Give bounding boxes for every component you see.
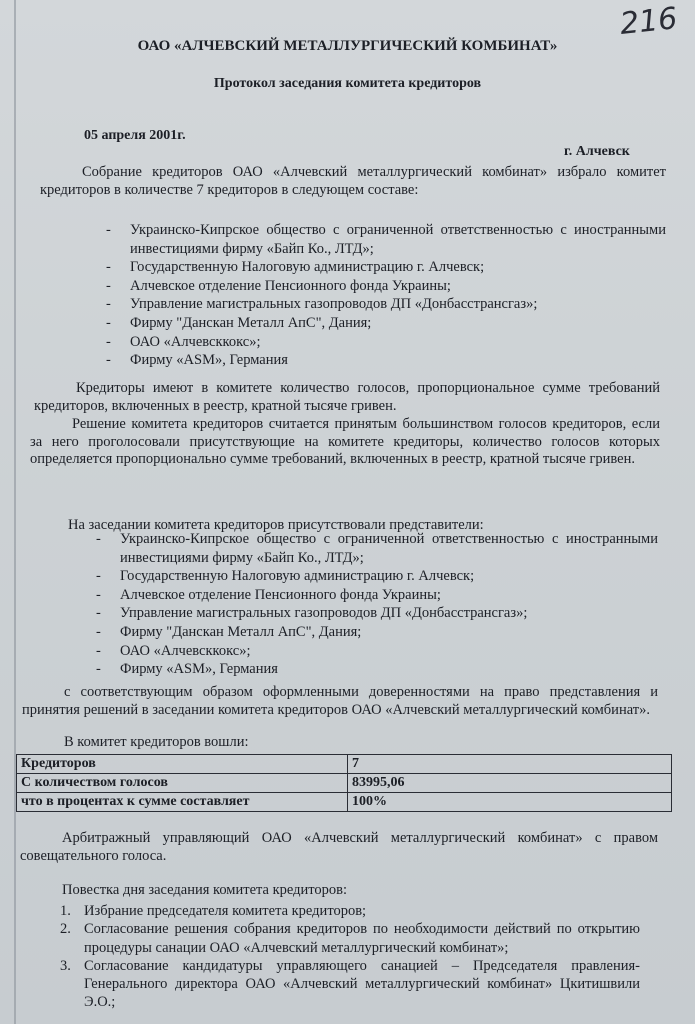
list-item — [60, 957, 640, 1012]
present-list — [96, 530, 658, 679]
table-cell-label: что в процентах к сумме составляет — [17, 793, 348, 812]
table-row — [17, 793, 672, 812]
agenda-text: Согласование решения собрания кредиторов по необходимости действий по открытию процедуры санации ОАО «Алчевский металлургический комбинат»; — [84, 921, 640, 956]
table-caption: В комитет кредиторов вошли: — [64, 734, 249, 750]
intro-paragraph: Собрание кредиторов ОАО «Алчевский металлургический комбинат» избрало комитет кредиторов в количестве 7 кредиторов в следующем составе: — [40, 164, 666, 198]
list-item: - Фирму "Данскан Металл АпС", Дания; — [106, 314, 666, 333]
page-edge-line — [14, 0, 16, 1024]
list-item — [60, 902, 640, 920]
creditors-table — [16, 754, 672, 812]
agenda-title: Повестка дня заседания комитета кредиторов: — [62, 882, 348, 898]
list-item: - Управление магистральных газопроводов ДП «Донбасстрансгаз»; — [96, 604, 658, 623]
committee-list — [106, 221, 666, 370]
document-date: 05 апреля 2001г. — [84, 128, 186, 143]
list-item: - Фирму "Данскан Металл АпС", Дания; — [96, 623, 658, 642]
list-item: - ОАО «Алчевсккокс»; — [96, 642, 658, 661]
list-item: - Украинско-Кипрское общество с ограниченной ответственностью с иностранными инвестициями фирму «Байп Ко., ЛТД»; — [106, 221, 666, 258]
powers-paragraph: с соответствующим образом оформленными доверенностями на право представления и принятия решений в заседании комитета кредиторов ОАО «Алчевский металлургический комбинат». — [22, 684, 658, 718]
agenda-number: 3. — [60, 957, 71, 974]
table-cell-label: С количеством голосов — [17, 774, 348, 793]
list-item: - Управление магистральных газопроводов ДП «Донбасстрансгаз»; — [106, 295, 666, 314]
list-item: - Алчевское отделение Пенсионного фонда Украины; — [96, 586, 658, 605]
table-row — [17, 755, 672, 774]
list-item: - Фирму «ASM», Германия — [106, 351, 666, 370]
list-item: - Украинско-Кипрское общество с ограниченной ответственностью с иностранными инвестициями фирму «Байп Ко., ЛТД»; — [96, 530, 658, 567]
votes-paragraph: Кредиторы имеют в комитете количество голосов, пропорциональное сумме требований кредиторов, включенных в реестр, кратной тысяче гривен. — [34, 380, 660, 414]
agenda-list — [60, 902, 640, 1012]
agenda-number: 1. — [60, 903, 71, 919]
list-item: - Государственную Налоговую администрацию г. Алчевск; — [106, 258, 666, 277]
document-title: Протокол заседания комитета кредиторов — [213, 76, 482, 91]
list-item: - ОАО «Алчевсккокс»; — [106, 333, 666, 352]
manager-paragraph: Арбитражный управляющий ОАО «Алчевский металлургический комбинат» с правом совещательного голоса. — [20, 830, 658, 864]
list-item: - Фирму «ASM», Германия — [96, 660, 658, 679]
present-intro: На заседании комитета кредиторов присутствовали представители: — [68, 517, 484, 533]
table-row — [17, 774, 672, 793]
table-cell-value: 100% — [348, 793, 672, 812]
list-item: - Алчевское отделение Пенсионного фонда Украины; — [106, 277, 666, 296]
list-item: - Государственную Налоговую администрацию г. Алчевск; — [96, 567, 658, 586]
table-cell-label: Кредиторов — [17, 755, 348, 774]
document-city: г. Алчевск — [564, 144, 630, 159]
agenda-text: Согласование кандидатуры управляющего санацией – Председателя правления-Генерального директора ОАО «Алчевский металлургический комбинат» Цкитишвили Э.О.; — [84, 957, 640, 1011]
list-item — [60, 920, 640, 957]
handwritten-page-number: 216 — [618, 1, 679, 42]
table-cell-value: 7 — [348, 755, 672, 774]
agenda-text: Избрание председателя комитета кредиторов; — [84, 903, 367, 919]
decision-paragraph: Решение комитета кредиторов считается принятым большинством голосов кредиторов, если за него проголосовали присутствующие на комитете кредиторы, количество голосов которых определяется пропорционально сумме требований, включенных в реестр, кратной тысяче гривен. — [30, 416, 660, 467]
agenda-number: 2. — [60, 921, 71, 938]
organization-title: ОАО «АЛЧЕВСКИЙ МЕТАЛЛУРГИЧЕСКИЙ КОМБИНАТ» — [137, 38, 558, 54]
table-cell-value: 83995,06 — [348, 774, 672, 793]
